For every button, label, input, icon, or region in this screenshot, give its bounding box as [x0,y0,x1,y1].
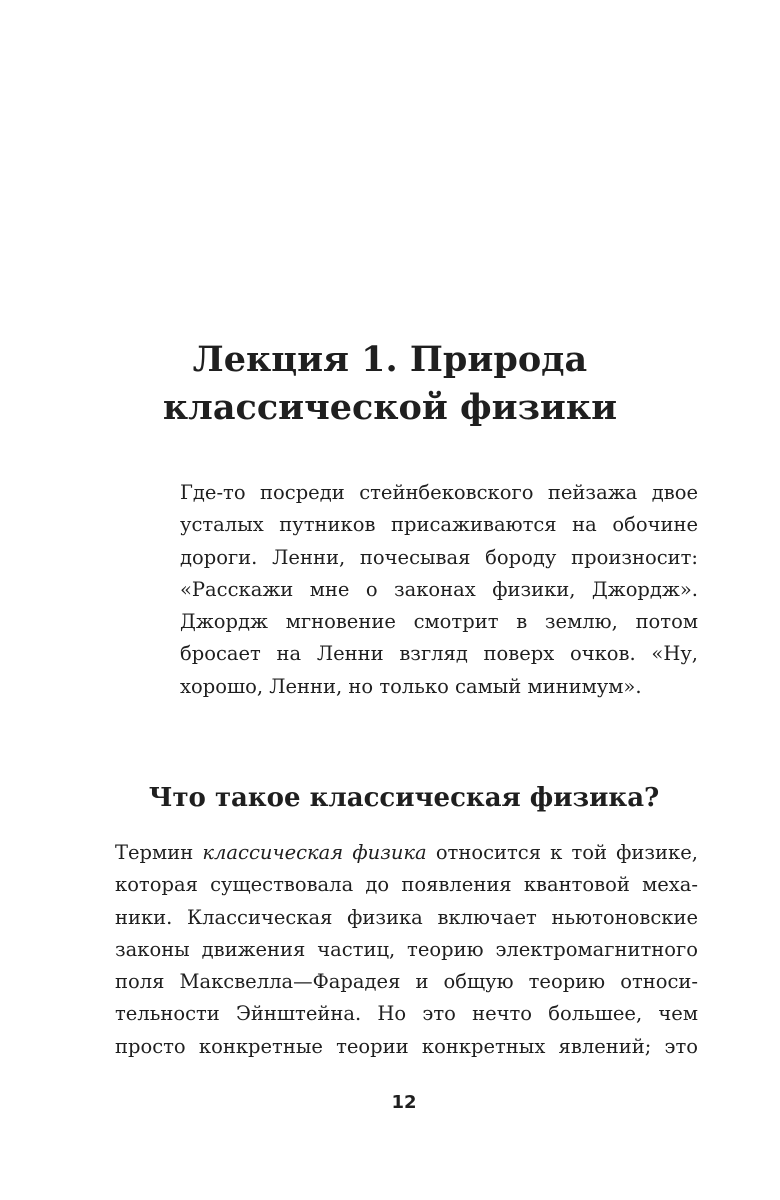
body-line: поля Максвелла—Фарадея и общую теорию относи- [115,970,698,994]
body-text-segment: относится к той физике, [435,841,698,864]
body-paragraph [115,837,698,1063]
epigraph-line: дороги. Ленни, почесывая бороду произносит: [180,545,698,569]
page-number: 12 [391,1092,417,1113]
epigraph-line: Где-то посреди стейнбековского пейзажа двое [180,481,698,504]
epigraph [180,477,698,703]
chapter-title-line-2: классической физики [162,387,618,428]
epigraph-line: Джордж мгновение смотрит в землю, потом [180,610,698,634]
chapter-title-line-1: Лекция 1. Природа [192,339,588,380]
body-text-segment: Термин [115,841,194,864]
epigraph-line: усталых путников присаживаются на обочине [180,513,698,537]
body-line: просто конкретные теории конкретных явлений; это [115,1034,698,1058]
epigraph-line: хорошо, Ленни, но только самый минимум». [180,674,642,698]
chapter-title [0,336,780,432]
epigraph-line: «Расскажи мне о законах физики, Джордж». [180,577,698,601]
body-line: которая существовала до появления квантовой меха- [115,873,698,897]
emphasized-term: классическая физика [202,841,427,864]
body-line: ники. Классическая физика включает ньютоновские [115,905,698,929]
body-line: законы движения частиц, теорию электромагнитного [115,937,698,961]
epigraph-line: бросает на Ленни взгляд поверх очков. «Ну, [180,642,698,666]
section-heading: Что такое классическая физика? [148,783,660,813]
body-line: тельности Эйнштейна. Но это нечто большее, чем [115,1002,698,1026]
body-line-first [115,837,698,869]
